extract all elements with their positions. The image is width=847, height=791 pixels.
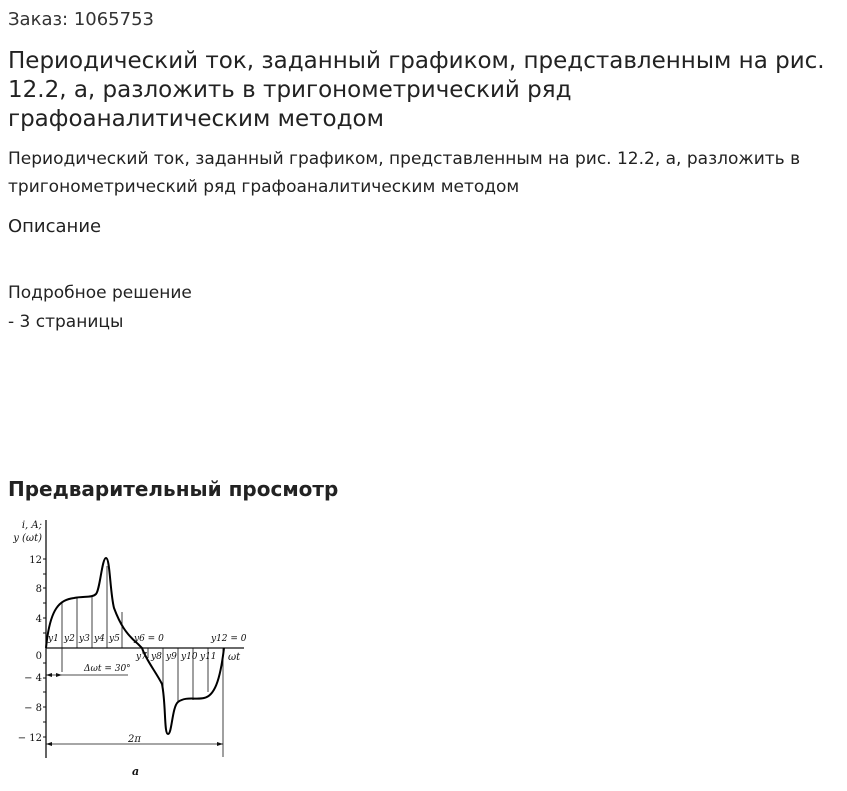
current-graph [8, 512, 258, 782]
description-body [8, 279, 192, 337]
tick-label: 8 [35, 584, 42, 595]
sample-label-y12: y12 = 0 [211, 634, 247, 644]
figure-caption: a [132, 765, 140, 778]
current-curve [46, 558, 224, 734]
task-text: Периодический ток, заданный графиком, представленным на рис. 12.2, а, разложить в тригонометрический ряд графоаналитическим методом [8, 149, 801, 197]
sample-label: y1 [48, 634, 59, 644]
tick-label: 4 [35, 614, 42, 625]
period-label: 2π [128, 734, 141, 745]
description-line-detailed: Подробное решение [8, 283, 192, 303]
x-axis-label: ωt [228, 652, 241, 663]
tick-label: − 12 [17, 733, 42, 744]
sample-label: y3 [79, 634, 90, 644]
sample-label-y6: y6 = 0 [134, 634, 164, 644]
order-number: Заказ: 1065753 [8, 9, 154, 30]
preview-heading: Предварительный просмотр [8, 477, 339, 501]
tick-label: − 4 [24, 673, 42, 684]
sample-label: y11 [200, 652, 217, 662]
step-label: Δωt = 30° [84, 664, 131, 674]
tick-label: 12 [29, 555, 42, 566]
sample-label: y7 [136, 652, 147, 662]
preview-figure [8, 512, 258, 786]
description-line-pages: - 3 страницы [8, 312, 124, 332]
y-axis-label: i, A; [21, 520, 42, 531]
tick-label: − 8 [24, 703, 42, 714]
sample-label: y5 [109, 634, 120, 644]
sample-label: y4 [94, 634, 105, 644]
sample-label: y8 [151, 652, 162, 662]
sample-label: y9 [166, 652, 177, 662]
tick-label: 0 [35, 651, 42, 662]
page-title: Периодический ток, заданный графиком, представленным на рис. 12.2, а, разложить в тригонометрический ряд графоаналитическим методом [8, 48, 825, 132]
sample-label: y10 [181, 652, 198, 662]
y-axis-label-2: y (ωt) [13, 533, 42, 544]
sample-label: y2 [64, 634, 75, 644]
description-heading: Описание [8, 216, 102, 237]
